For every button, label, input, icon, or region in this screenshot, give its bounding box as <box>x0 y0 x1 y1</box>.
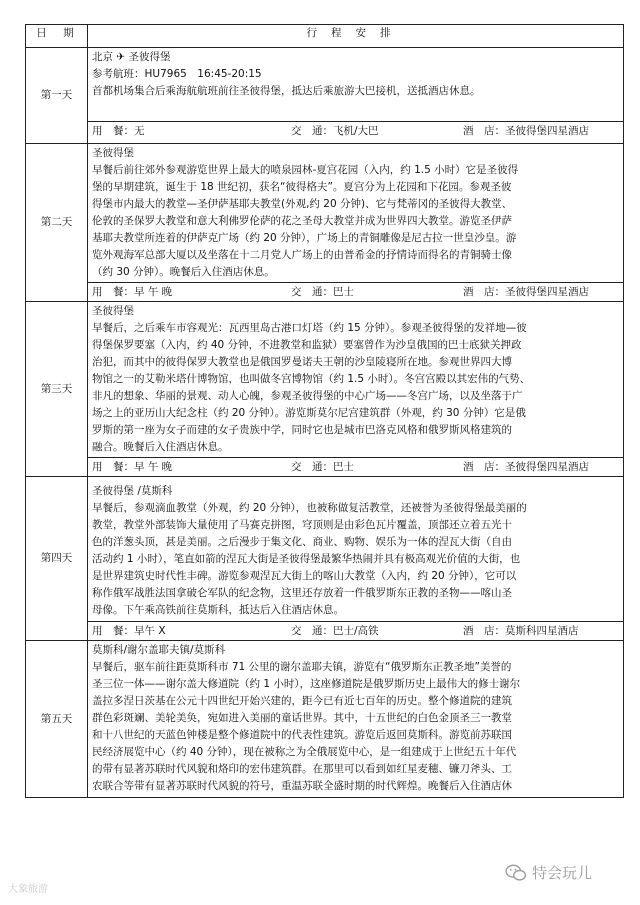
transport-info: 交 通：巴士 <box>291 286 354 298</box>
description-line: 称作俄军战胜法国拿破仑军队的纪念物，这里还存放着一件俄罗斯东正教的圣物——喀山圣 <box>92 587 512 599</box>
description-line: 圣三位一体——谢尔盖大修道院（约 1 小时），这座修道院是俄罗斯历史上最伟大的修士谢尔 <box>92 678 521 690</box>
header-plan: 行程安排 <box>88 25 624 48</box>
meals-info: 用 餐：早 午 晚 <box>92 461 173 473</box>
day-footer <box>88 457 623 476</box>
watermark-right-text: 特会玩儿 <box>532 864 593 882</box>
day-row <box>26 144 624 302</box>
description-line: 早餐后，之后乘车市容观光：瓦西里岛古港口灯塔（约 15 分钟）。参观圣彼得堡的发祥地—彼 <box>92 322 527 334</box>
day-label: 第三天 <box>26 302 88 477</box>
day-footer <box>88 121 623 140</box>
day-content <box>88 302 624 477</box>
description-line: 母像。下午乘高铁前往莫斯科，抵达后入住酒店休息。 <box>92 604 344 616</box>
description-line: 得堡保罗要塞（入内，约 40 分钟，不进教堂和监狱）要塞曾作为沙皇俄国的巴士底狱关押政 <box>92 339 522 351</box>
description-line: 治犯，而其中的彼得保罗大教堂也是俄国罗曼诺夫王朝的沙皇陵寝所在地。参观世界四大博 <box>92 356 512 368</box>
description-line: 群色彩斑斓、美轮美奂，宛如进入美丽的童话世界。其中，十五世纪的白色金顶圣三一教堂 <box>92 712 512 724</box>
description-line: 色的洋葱头顶，甚是美丽。之后漫步于集文化、商业、购物、娱乐为一体的涅瓦大街（自由 <box>92 536 512 548</box>
day-label: 第四天 <box>26 477 88 641</box>
day-label: 第一天 <box>26 48 88 144</box>
transport-info: 交 通：巴士/高铁 <box>291 625 379 637</box>
description-line: 罗斯的第一座为女子而建的女子贵族中学，同时它也是城市巴洛克风格和俄罗斯风格建筑的 <box>92 424 512 436</box>
description-line: 和十八世纪的天蓝色钟楼是整个修道院中的代表性建筑。游览后返回莫斯科。游览前苏联国 <box>92 729 512 741</box>
description-line: 早餐后，驱车前往距莫斯科市 71 公里的谢尔盖耶夫镇，游览有“俄罗斯东正教圣地”美誉的 <box>92 661 512 673</box>
route-title: 圣彼得堡 /莫斯科 <box>92 485 173 497</box>
route-title: 圣彼得堡 <box>92 305 134 317</box>
description-line: （约 30 分钟）。晚餐后入住酒店休息。 <box>92 266 275 278</box>
description-line: 的带有显著苏联时代风貌和烙印的宏伟建筑群。在那里可以看到如红星麦穗、镰刀斧头、工 <box>92 763 512 775</box>
description-line: 早餐后前往郊外参观游览世界上最大的喷泉园林-夏宫花园（入内，约 1.5 小时）它是圣彼得 <box>92 164 519 176</box>
watermark-left-text: 大象旅游 <box>8 884 48 895</box>
meals-info: 用 餐：无 <box>92 125 145 137</box>
route-title: 圣彼得堡 <box>92 147 134 159</box>
hotel-info: 酒 店：圣彼得堡四星酒店 <box>463 125 589 137</box>
itinerary-table <box>25 24 624 798</box>
description-line: 活动约 1 小时），笔直如箭的涅瓦大街是圣彼得堡最繁华热闹并具有极高观光价值的大街，也 <box>92 553 521 565</box>
transport-info: 交 通：飞机/大巴 <box>291 125 379 137</box>
day-content <box>88 144 624 302</box>
description-line: 得堡市内最大的教堂—圣伊萨基耶夫教堂(外观,约 20 分钟)、它与梵蒂冈的圣彼得大教堂、 <box>92 198 513 210</box>
day-row <box>26 302 624 477</box>
route-title: 北京 ✈ 圣彼得堡 <box>92 51 171 63</box>
route-title: 莫斯科/谢尔盖耶夫镇/莫斯科 <box>92 644 226 656</box>
description-line: 基耶夫教堂所连着的伊萨克广场（约 20 分钟），广场上的青铜雕像是尼古拉一世皇沙皇。游 <box>92 232 517 244</box>
hotel-info: 酒 店：圣彼得堡四星酒店 <box>463 461 589 473</box>
hotel-info: 酒 店：莫斯科四星酒店 <box>463 625 579 637</box>
description-line: 农联合等带有显著苏联时代风貌的符号，重温苏联全盛时期的时代辉煌。晚餐后入住酒店休 <box>92 780 512 792</box>
description-line: 堡的早期建筑，诞生于 18 世纪初，获名“彼得格夫”。夏宫分为上花园和下花园。参观圣彼 <box>92 181 512 193</box>
description-line: 非凡的想象、华丽的景观、动人心魄，参观圣彼得堡的中心广场——冬宫广场，以及坐落于广 <box>92 390 523 402</box>
description-line: 是世界建筑史时代性丰碑。游览参观涅瓦大街上的喀山大教堂（入内，约 20 分钟），它可以 <box>92 570 517 582</box>
description-line: 首都机场集合后乘海航航班前往圣彼得堡，抵达后乘旅游大巴接机，送抵酒店休息。 <box>92 85 481 97</box>
description-line: 览外观海军总部大厦以及坐落在十二月党人广场上的由普希金的抒情诗而得名的青铜骑士像 <box>92 249 512 261</box>
day-content <box>88 641 624 798</box>
day-row <box>26 641 624 798</box>
description-line: 融合。晚餐后入住酒店休息。 <box>92 441 229 453</box>
meals-info: 用 餐：早午 X <box>92 625 166 637</box>
day-footer <box>88 621 623 640</box>
flight-info: 参考航班：HU7965 16:45-20:15 <box>92 68 262 80</box>
watermark-right <box>505 862 592 883</box>
day-footer <box>88 282 623 301</box>
meals-info: 用 餐：早 午 晚 <box>92 286 173 298</box>
day-label: 第二天 <box>26 144 88 302</box>
day-row <box>26 48 624 144</box>
description-line: 场之上的亚历山大纪念柱（约 20 分钟）。游览斯莫尔尼宫建筑群（外观，约 30 分钟）它是俄 <box>92 407 526 419</box>
description-line: 民经济展览中心（约 40 分钟），现在被称之为全俄展览中心，是一组建成于上世纪五十年代 <box>92 746 517 758</box>
day-content <box>88 477 624 641</box>
description-line: 教堂，教堂外部装饰大量使用了马赛克拼图，穹顶则是由彩色瓦片覆盖，顶部还立着五光十 <box>92 519 512 531</box>
watermark-left <box>8 880 48 895</box>
day-label: 第五天 <box>26 641 88 798</box>
description-line: 伦敦的圣保罗大教堂和意大利佛罗伦萨的花之圣母大教堂并成为世界四大教堂。游览圣伊萨 <box>92 215 512 227</box>
day-row <box>26 477 624 641</box>
header-row <box>26 25 624 48</box>
description-line: 早餐后，参观滴血教堂（外观，约 20 分钟），也被称做复活教堂，还被誉为圣彼得堡最美丽的 <box>92 502 527 514</box>
hotel-info: 酒 店：圣彼得堡四星酒店 <box>463 286 589 298</box>
wechat-icon <box>505 864 527 882</box>
description-line: 盖拉多涅日茨基在公元十四世纪开始兴建的，距今已有近七百年的历史。整个修道院的建筑 <box>92 695 512 707</box>
day-content <box>88 48 624 144</box>
description-line: 物馆之一的艾勒米塔什博物馆，也叫做冬宫博物馆（约 1.5 小时）。冬宫宫殿以其宏伟的气势、 <box>92 373 531 385</box>
header-date: 日 期 <box>26 25 88 48</box>
transport-info: 交 通：巴士 <box>291 461 354 473</box>
